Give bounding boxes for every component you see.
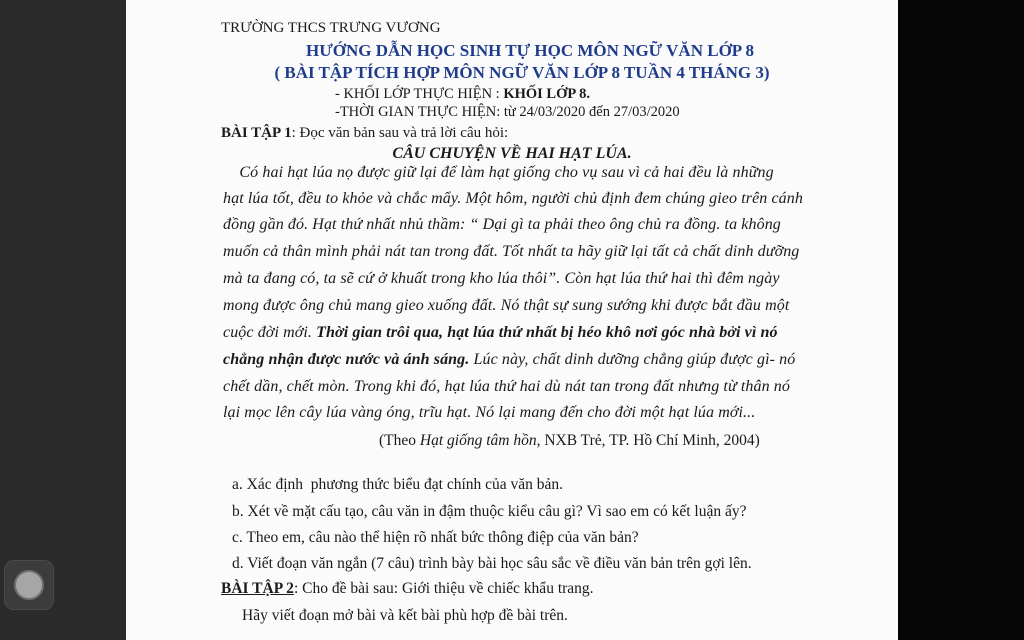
story-text: Lúc này, chất dinh dưỡng chẳng giúp được gì- nó (469, 351, 796, 368)
document-page (126, 0, 898, 640)
question-b: b. Xét về mặt cấu tạo, câu văn in đậm thuộc kiểu câu gì? Vì sao em có kết luận ấy? (232, 503, 747, 520)
exercise2-heading (221, 580, 594, 598)
grade-info (335, 86, 590, 103)
exercise2-task: Hãy viết đoạn mở bài và kết bài phù hợp đề bài trên. (242, 607, 568, 624)
story-line: mà ta đang có, ta sẽ cứ ở khuất trong kho lúa thôi”. Còn hạt lúa thứ hai thì đêm ngày (223, 270, 780, 287)
time-info: -THỜI GIAN THỰC HIỆN: từ 24/03/2020 đến 27/03/2020 (335, 104, 680, 120)
bold-sentence: Thời gian trôi qua, hạt lúa thứ nhất bị héo khô nơi góc nhà bởi vì nó (316, 324, 778, 341)
exercise2-label: BÀI TẬP 2 (221, 580, 294, 597)
question-c: c. Theo em, câu nào thể hiện rõ nhất bức thông điệp của văn bản? (232, 529, 639, 546)
left-frame (0, 0, 126, 640)
story-line: mong được ông chủ mang gieo xuống đất. Nó thật sự sung sướng khi được bắt đầu một (223, 297, 790, 314)
exercise1-heading (221, 125, 508, 142)
story-line: chết dần, chết mòn. Trong khi đó, hạt lúa thứ hai dù nát tan trong đất nhưng từ thân nó (223, 378, 791, 395)
question-a: a. Xác định phương thức biểu đạt chính của văn bản. (232, 476, 564, 493)
story-line (223, 351, 795, 369)
story-line: muốn cả thân mình phải nát tan trong đất. Tốt nhất ta hãy giữ lại tất cả chất dinh dưỡng (223, 243, 800, 260)
story-line: đồng gần đó. Hạt thứ nhất nhủ thầm: “ Dại gì ta phải theo ông chủ ra đồng. ta không (223, 216, 781, 233)
source-pre: (Theo (379, 432, 420, 449)
exercise1-label: BÀI TẬP 1 (221, 125, 292, 141)
exercise1-text: : Đọc văn bản sau và trả lời câu hỏi: (291, 125, 509, 141)
story-line: hạt lúa tốt, đều to khỏe và chắc mẩy. Một hôm, người chủ định đem chúng gieo trên cánh (223, 190, 803, 207)
bold-sentence: chẳng nhận được nước và ánh sáng. (223, 351, 470, 368)
school-name: TRƯỜNG THCS TRƯNG VƯƠNG (221, 20, 441, 36)
sub-title: ( BÀI TẬP TÍCH HỢP MÔN NGỮ VĂN LỚP 8 TUẦN 4 THÁNG 3) (274, 63, 770, 82)
circle-button-icon (14, 570, 44, 600)
source-post: , NXB Trẻ, TP. Hồ Chí Minh, 2004) (536, 432, 760, 449)
story-line: Có hai hạt lúa nọ được giữ lại để làm hạt giống cho vụ sau vì cả hai đều là những (223, 164, 774, 181)
story-line (223, 324, 778, 342)
floating-home-button[interactable] (4, 560, 54, 610)
question-d: d. Viết đoạn văn ngắn (7 câu) trình bày bài học sâu sắc về điều văn bản trên gợi lên. (232, 555, 752, 572)
source-book: Hạt giống tâm hồn (419, 432, 537, 449)
story-line: lại mọc lên cây lúa vàng óng, trĩu hạt. Nó lại mang đến cho đời một hạt lúa mới... (223, 404, 756, 421)
source-citation (379, 432, 760, 450)
grade-value: KHỐI LỚP 8. (503, 86, 590, 102)
story-title: CÂU CHUYỆN VỀ HAI HẠT LÚA. (392, 145, 632, 162)
story-text: cuộc đời mới. (223, 324, 317, 341)
grade-label: - KHỐI LỚP THỰC HIỆN : (335, 86, 504, 102)
exercise2-text: : Cho đề bài sau: Giới thiệu về chiếc khẩu trang. (293, 580, 594, 597)
main-title: HƯỚNG DẪN HỌC SINH TỰ HỌC MÔN NGỮ VĂN LỚP 8 (306, 41, 754, 60)
right-frame (898, 0, 1024, 640)
